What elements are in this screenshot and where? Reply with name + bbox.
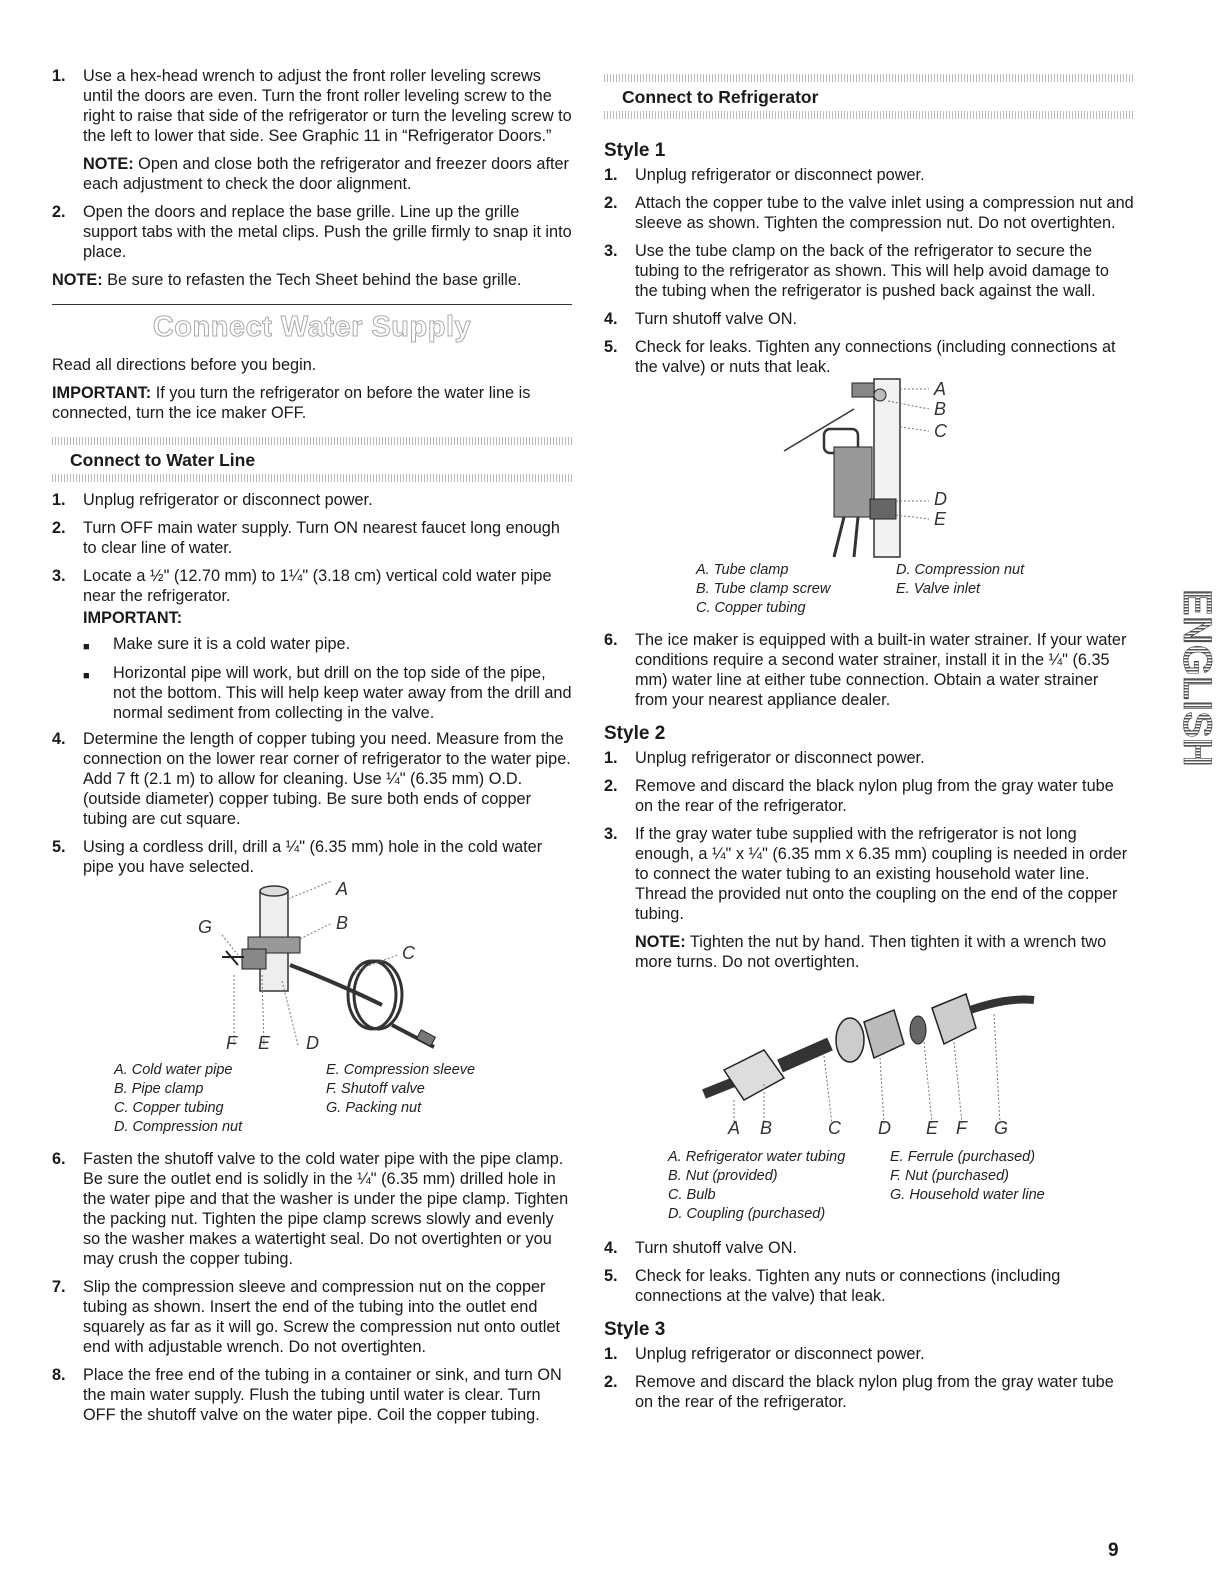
- read-all-text: Read all directions before you begin.: [52, 356, 317, 374]
- label-b: B: [934, 399, 947, 419]
- list-item: 7. Slip the compression sleeve and compression nut on the copper tubing as shown. Insert the end of the tubing into the outlet end squarely as far as it will go. Screw the compression nut onto outlet end with adjustable wrench. Do not overtighten.: [52, 1278, 560, 1356]
- important-label: IMPORTANT:: [83, 609, 183, 627]
- label-a: A: [336, 879, 349, 899]
- list-item: 1. Unplug refrigerator or disconnect power.: [604, 749, 925, 767]
- label-f: F: [956, 1118, 967, 1138]
- list-item: 3. Use the tube clamp on the back of the refrigerator to secure the tubing to the refrigerator as shown. This will help avoid damage to the tubing when the refrigerator is pushed back against the wall.: [604, 242, 1109, 300]
- list-item: 2. Turn OFF main water supply. Turn ON nearest faucet long enough to clear line of water.: [52, 519, 560, 557]
- refrigerator-heading: Connect to Refrigerator: [622, 87, 819, 107]
- list-item: 1. Use a hex-head wrench to adjust the front roller leveling screws until the doors are even. Turn the front roller leveling screw to the right to raise that side of the refrigerator or turn the leveling screw to the left to lower that side. See Graphic 11 in “Refrigerator Doors.” NOTE: Open and close both the refrigerator and freezer doors after each adjustment to check the door alignment.: [52, 67, 572, 193]
- coupling-figure: [704, 974, 1044, 1142]
- label-g: G: [198, 917, 213, 937]
- shutoff-valve-illustration: [182, 885, 502, 1057]
- coupling-illustration: [704, 974, 1044, 1142]
- list-item: 4. Determine the length of copper tubing you need. Measure from the connection on the lower rear corner of refrigerator to the water pipe. Add 7 ft (2.1 m) to allow for cleaning. Use ¼" (6.35 mm) O.D. (outside diameter) copper tubing. Be sure both ends of copper tubing are cut square.: [52, 730, 571, 828]
- list-item: 6. Fasten the shutoff valve to the cold water pipe with the pipe clamp. Be sure the outlet end is solidly in the ¼" (6.35 mm) drilled hole in the water pipe and that the washer is under the pipe clamp. Tighten the packing nut. Tighten the pipe clamp screws slowly and evenly so the washer makes a watertight seal. Do not overtighten or you may crush the copper tubing.: [52, 1150, 569, 1268]
- list-item: 5. Check for leaks. Tighten any connections (including connections at the valve) or nuts that leak.: [604, 338, 1116, 376]
- heading-bar-top: [52, 437, 572, 445]
- valve-inlet-figure: [784, 379, 984, 557]
- list-item: 3. Locate a ½" (12.70 mm) to 1¼" (3.18 cm) vertical cold water pipe near the refrigerator.: [52, 567, 552, 605]
- note: NOTE: Tighten the nut by hand. Then tighten it with a wrench two more turns. Do not overtighten.: [635, 933, 1107, 971]
- list-item: 2. Open the doors and replace the base grille. Line up the grille support tabs with the metal clips. Push the grille firmly to snap it into place.: [52, 203, 572, 261]
- label-d: D: [934, 489, 947, 509]
- note: NOTE: Open and close both the refrigerator and freezer doors after each adjustment to check the door alignment.: [83, 155, 569, 193]
- list-item: 1. Unplug refrigerator or disconnect power.: [604, 166, 925, 184]
- page-number: 9: [1108, 1540, 1119, 1561]
- language-side-tab: [1150, 585, 1219, 775]
- bullet-item: ■ Horizontal pipe will work, but drill on the top side of the pipe, not the bottom. This will help keep water away from the drill and normal sediment from collecting in the valve.: [83, 664, 572, 722]
- list-item: 5. Check for leaks. Tighten any nuts or connections (including connections at the valve) that leak.: [604, 1267, 1061, 1305]
- label-b: B: [760, 1118, 773, 1138]
- list-item: 8. Place the free end of the tubing in a container or sink, and turn ON the main water supply. Flush the tubing until water is clear. Turn OFF the shutoff valve on the water pipe. Coil the copper tubing.: [52, 1366, 562, 1424]
- list-item: 1. Unplug refrigerator or disconnect power.: [52, 491, 373, 509]
- water-line-heading: Connect to Water Line: [70, 450, 256, 470]
- important-note: IMPORTANT: If you turn the refrigerator on before the water line is connected, turn the ice maker OFF.: [52, 384, 531, 422]
- list-item: 1. Unplug refrigerator or disconnect power.: [604, 1345, 925, 1363]
- figure-3-caption: A. Refrigerator water tubing B. Nut (provided) C. Bulb D. Coupling (purchased) E. Ferrule (purchased) F. Nut (purchased) G. Household water line: [668, 1149, 1045, 1222]
- tech-note: NOTE: Be sure to refasten the Tech Sheet behind the base grille.: [52, 271, 522, 289]
- style-1-heading: Style 1: [604, 140, 666, 161]
- bullet-item: ■ Make sure it is a cold water pipe.: [83, 635, 351, 653]
- list-item: 2. Remove and discard the black nylon plug from the gray water tube on the rear of the refrigerator.: [604, 777, 1114, 815]
- label-c: C: [402, 943, 415, 963]
- label-c: C: [934, 421, 947, 441]
- section-title: Connect Water Supply: [152, 311, 472, 343]
- heading-bar-bottom: [604, 111, 1134, 119]
- list-item: 5. Using a cordless drill, drill a ¼" (6.35 mm) hole in the cold water pipe you have selected.: [52, 838, 543, 876]
- list-item: 6. The ice maker is equipped with a built-in water strainer. If your water conditions require a second water strainer, install it in the ¼" (6.35 mm) water line at either tube connection. Obtain a water strainer from your nearest appliance dealer.: [604, 631, 1127, 709]
- list-item: 2. Attach the copper tube to the valve inlet using a compression nut and sleeve as shown. Tighten the compression nut. Do not overtighten.: [604, 194, 1134, 232]
- label-g: G: [994, 1118, 1009, 1138]
- list-item: 4. Turn shutoff valve ON.: [604, 310, 797, 328]
- label-c: C: [828, 1118, 841, 1138]
- divider: [52, 304, 572, 305]
- heading-bar-top: [604, 74, 1134, 82]
- style-3-heading: Style 3: [604, 1319, 666, 1340]
- heading-bar-bottom: [52, 474, 572, 482]
- water-pipe-figure: [182, 879, 502, 1057]
- label-e: E: [258, 1033, 271, 1053]
- list-item-text: Use a hex-head wrench to adjust the front roller leveling screws until the doors are even. Turn the front roller leveling screw to the right to raise that side of the refrigerator or turn the leveling screw to the left to lower that side. See Graphic 11 in “Refrigerator Doors.”: [83, 67, 572, 145]
- list-item: 2. Remove and discard the black nylon plug from the gray water tube on the rear of the refrigerator.: [604, 1373, 1114, 1411]
- figure-1-caption: A. Cold water pipe B. Pipe clamp C. Copper tubing D. Compression nut E. Compression sleeve F. Shutoff valve G. Packing nut: [114, 1062, 476, 1135]
- side-tab-text: ENGLISH: [1175, 589, 1219, 767]
- label-a: A: [728, 1118, 741, 1138]
- figure-2-caption: A. Tube clamp B. Tube clamp screw C. Copper tubing D. Compression nut E. Valve inlet: [696, 562, 1025, 616]
- label-a: A: [934, 379, 947, 399]
- list-item: 3. If the gray water tube supplied with the refrigerator is not long enough, a ¼" x ¼" (6.35 mm x 6.35 mm) coupling is needed in order to connect the water tubing to an existing household water line. Thread the provided nut onto the coupling on the end of the copper tubing. NOTE: Tighten the nut by hand. Then tighten it with a wrench two more turns. Do not overtighten.: [604, 824, 1134, 972]
- label-b: B: [336, 913, 349, 933]
- label-d: D: [306, 1033, 319, 1053]
- label-f: F: [226, 1033, 237, 1053]
- left-column: [52, 66, 572, 1433]
- list-item: 4. Turn shutoff valve ON.: [604, 1239, 797, 1257]
- valve-inlet-illustration: [784, 379, 984, 557]
- label-e: E: [926, 1118, 939, 1138]
- right-column: [604, 74, 1134, 1420]
- label-e: E: [934, 509, 947, 529]
- style-2-heading: Style 2: [604, 723, 666, 744]
- label-d: D: [878, 1118, 891, 1138]
